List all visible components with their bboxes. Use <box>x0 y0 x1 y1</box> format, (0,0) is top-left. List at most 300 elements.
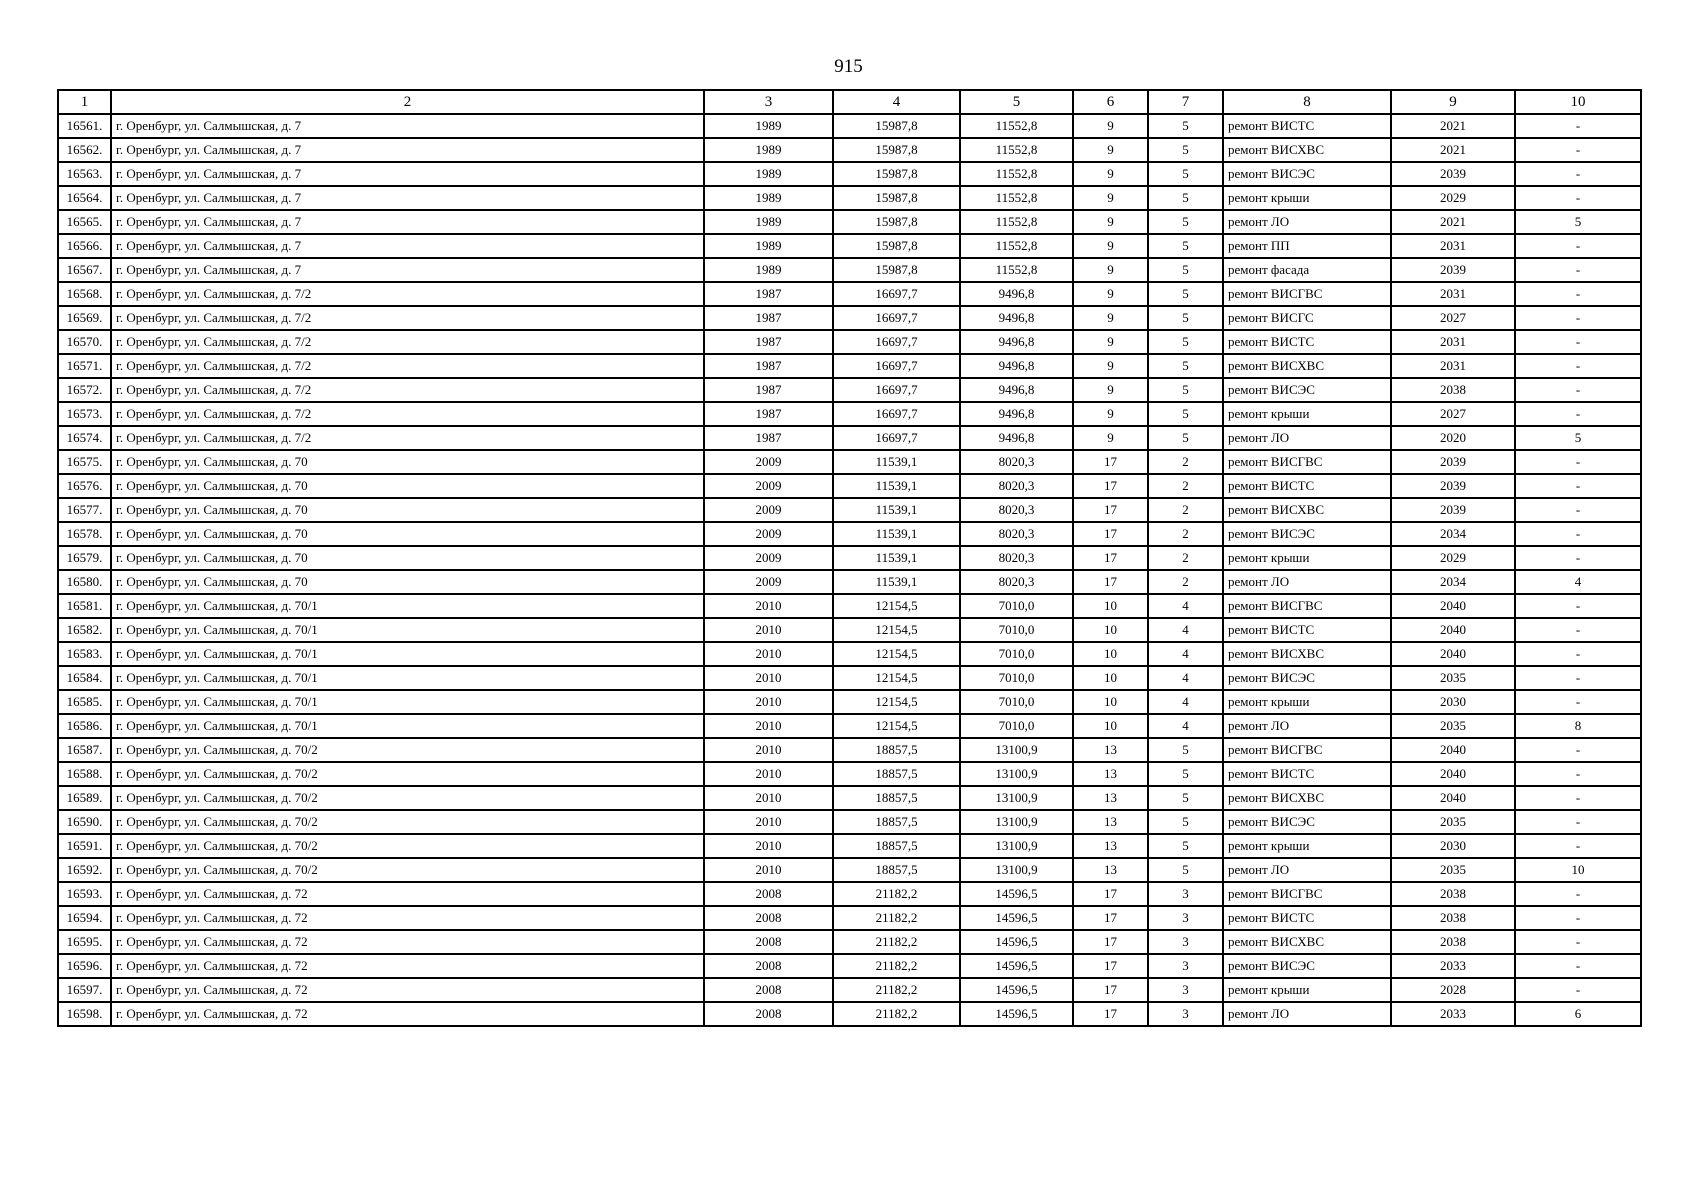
table-row <box>58 618 1641 642</box>
entrances-cell: 4 <box>1148 666 1223 690</box>
year-cell: 2010 <box>704 690 833 714</box>
plan-year-cell: 2031 <box>1391 330 1515 354</box>
plan-year-cell: 2035 <box>1391 810 1515 834</box>
total-area-cell: 21182,2 <box>833 882 960 906</box>
address-cell: г. Оренбург, ул. Салмышская, д. 70/1 <box>111 618 704 642</box>
living-area-cell: 9496,8 <box>960 426 1073 450</box>
table-row <box>58 426 1641 450</box>
row-number-cell: 16565. <box>58 210 111 234</box>
row-number-cell: 16580. <box>58 570 111 594</box>
row-number-cell: 16566. <box>58 234 111 258</box>
living-area-cell: 7010,0 <box>960 594 1073 618</box>
address-cell: г. Оренбург, ул. Салмышская, д. 7 <box>111 258 704 282</box>
year-cell: 2008 <box>704 954 833 978</box>
entrances-cell: 5 <box>1148 330 1223 354</box>
work-type-cell: ремонт ВИСГВС <box>1223 882 1391 906</box>
living-area-cell: 11552,8 <box>960 234 1073 258</box>
table-row <box>58 762 1641 786</box>
floors-cell: 17 <box>1073 522 1148 546</box>
floors-cell: 10 <box>1073 690 1148 714</box>
floors-cell: 17 <box>1073 450 1148 474</box>
table-row <box>58 570 1641 594</box>
entrances-cell: 4 <box>1148 642 1223 666</box>
floors-cell: 13 <box>1073 810 1148 834</box>
floors-cell: 10 <box>1073 594 1148 618</box>
table-row <box>58 162 1641 186</box>
living-area-cell: 8020,3 <box>960 498 1073 522</box>
plan-year-cell: 2035 <box>1391 714 1515 738</box>
row-number-cell: 16587. <box>58 738 111 762</box>
living-area-cell: 9496,8 <box>960 282 1073 306</box>
column-header: 2 <box>111 90 704 114</box>
row-number-cell: 16577. <box>58 498 111 522</box>
entrances-cell: 5 <box>1148 114 1223 138</box>
address-cell: г. Оренбург, ул. Салмышская, д. 7/2 <box>111 378 704 402</box>
address-cell: г. Оренбург, ул. Салмышская, д. 7 <box>111 234 704 258</box>
value-cell: - <box>1515 402 1641 426</box>
value-cell: - <box>1515 930 1641 954</box>
table-row <box>58 642 1641 666</box>
work-type-cell: ремонт ВИСГВС <box>1223 738 1391 762</box>
year-cell: 2008 <box>704 906 833 930</box>
floors-cell: 13 <box>1073 786 1148 810</box>
plan-year-cell: 2027 <box>1391 306 1515 330</box>
total-area-cell: 12154,5 <box>833 690 960 714</box>
value-cell: - <box>1515 738 1641 762</box>
total-area-cell: 12154,5 <box>833 618 960 642</box>
plan-year-cell: 2034 <box>1391 522 1515 546</box>
work-type-cell: ремонт ЛО <box>1223 1002 1391 1026</box>
table-row <box>58 882 1641 906</box>
table-row <box>58 786 1641 810</box>
work-type-cell: ремонт ВИСХВС <box>1223 354 1391 378</box>
total-area-cell: 15987,8 <box>833 114 960 138</box>
address-cell: г. Оренбург, ул. Салмышская, д. 70/2 <box>111 810 704 834</box>
total-area-cell: 16697,7 <box>833 402 960 426</box>
table-body <box>58 114 1641 1026</box>
table-row <box>58 810 1641 834</box>
value-cell: - <box>1515 282 1641 306</box>
address-cell: г. Оренбург, ул. Салмышская, д. 72 <box>111 906 704 930</box>
floors-cell: 13 <box>1073 738 1148 762</box>
total-area-cell: 16697,7 <box>833 426 960 450</box>
total-area-cell: 15987,8 <box>833 210 960 234</box>
floors-cell: 17 <box>1073 498 1148 522</box>
plan-year-cell: 2035 <box>1391 858 1515 882</box>
work-type-cell: ремонт ЛО <box>1223 570 1391 594</box>
living-area-cell: 11552,8 <box>960 138 1073 162</box>
address-cell: г. Оренбург, ул. Салмышская, д. 70/1 <box>111 594 704 618</box>
total-area-cell: 11539,1 <box>833 474 960 498</box>
entrances-cell: 5 <box>1148 834 1223 858</box>
floors-cell: 9 <box>1073 426 1148 450</box>
floors-cell: 17 <box>1073 954 1148 978</box>
work-type-cell: ремонт ВИСГС <box>1223 306 1391 330</box>
plan-year-cell: 2039 <box>1391 498 1515 522</box>
year-cell: 1989 <box>704 138 833 162</box>
plan-year-cell: 2040 <box>1391 738 1515 762</box>
entrances-cell: 5 <box>1148 306 1223 330</box>
living-area-cell: 8020,3 <box>960 450 1073 474</box>
table-row <box>58 354 1641 378</box>
floors-cell: 9 <box>1073 258 1148 282</box>
value-cell: - <box>1515 546 1641 570</box>
row-number-cell: 16562. <box>58 138 111 162</box>
floors-cell: 9 <box>1073 282 1148 306</box>
living-area-cell: 14596,5 <box>960 978 1073 1002</box>
living-area-cell: 9496,8 <box>960 354 1073 378</box>
address-cell: г. Оренбург, ул. Салмышская, д. 7 <box>111 210 704 234</box>
work-type-cell: ремонт ВИСЭС <box>1223 378 1391 402</box>
row-number-cell: 16574. <box>58 426 111 450</box>
floors-cell: 9 <box>1073 234 1148 258</box>
plan-year-cell: 2035 <box>1391 666 1515 690</box>
value-cell: - <box>1515 786 1641 810</box>
year-cell: 2010 <box>704 642 833 666</box>
living-area-cell: 9496,8 <box>960 306 1073 330</box>
row-number-cell: 16578. <box>58 522 111 546</box>
floors-cell: 13 <box>1073 834 1148 858</box>
total-area-cell: 12154,5 <box>833 714 960 738</box>
work-type-cell: ремонт ВИСХВС <box>1223 930 1391 954</box>
total-area-cell: 11539,1 <box>833 450 960 474</box>
entrances-cell: 5 <box>1148 762 1223 786</box>
living-area-cell: 14596,5 <box>960 906 1073 930</box>
year-cell: 2008 <box>704 882 833 906</box>
value-cell: - <box>1515 522 1641 546</box>
value-cell: - <box>1515 306 1641 330</box>
work-type-cell: ремонт ВИСТС <box>1223 330 1391 354</box>
row-number-cell: 16575. <box>58 450 111 474</box>
floors-cell: 17 <box>1073 570 1148 594</box>
work-type-cell: ремонт ВИСЭС <box>1223 666 1391 690</box>
column-header: 9 <box>1391 90 1515 114</box>
column-header: 8 <box>1223 90 1391 114</box>
table-row <box>58 954 1641 978</box>
floors-cell: 10 <box>1073 666 1148 690</box>
floors-cell: 9 <box>1073 138 1148 162</box>
entrances-cell: 5 <box>1148 258 1223 282</box>
row-number-cell: 16572. <box>58 378 111 402</box>
living-area-cell: 8020,3 <box>960 522 1073 546</box>
plan-year-cell: 2033 <box>1391 1002 1515 1026</box>
table-row <box>58 450 1641 474</box>
table-row <box>58 138 1641 162</box>
work-type-cell: ремонт крыши <box>1223 978 1391 1002</box>
total-area-cell: 21182,2 <box>833 1002 960 1026</box>
year-cell: 2009 <box>704 546 833 570</box>
work-type-cell: ремонт крыши <box>1223 834 1391 858</box>
work-type-cell: ремонт ВИСХВС <box>1223 642 1391 666</box>
table-row <box>58 330 1641 354</box>
plan-year-cell: 2040 <box>1391 762 1515 786</box>
total-area-cell: 12154,5 <box>833 594 960 618</box>
address-cell: г. Оренбург, ул. Салмышская, д. 70/2 <box>111 738 704 762</box>
year-cell: 2010 <box>704 786 833 810</box>
floors-cell: 9 <box>1073 162 1148 186</box>
value-cell: - <box>1515 498 1641 522</box>
living-area-cell: 8020,3 <box>960 474 1073 498</box>
year-cell: 1987 <box>704 402 833 426</box>
value-cell: 6 <box>1515 1002 1641 1026</box>
year-cell: 2009 <box>704 522 833 546</box>
work-type-cell: ремонт ЛО <box>1223 210 1391 234</box>
table-row <box>58 498 1641 522</box>
plan-year-cell: 2040 <box>1391 642 1515 666</box>
address-cell: г. Оренбург, ул. Салмышская, д. 72 <box>111 1002 704 1026</box>
living-area-cell: 8020,3 <box>960 570 1073 594</box>
row-number-cell: 16568. <box>58 282 111 306</box>
entrances-cell: 5 <box>1148 210 1223 234</box>
year-cell: 2010 <box>704 594 833 618</box>
plan-year-cell: 2040 <box>1391 618 1515 642</box>
table-row <box>58 474 1641 498</box>
entrances-cell: 5 <box>1148 378 1223 402</box>
plan-year-cell: 2027 <box>1391 402 1515 426</box>
living-area-cell: 13100,9 <box>960 834 1073 858</box>
work-type-cell: ремонт ПП <box>1223 234 1391 258</box>
address-cell: г. Оренбург, ул. Салмышская, д. 70 <box>111 450 704 474</box>
year-cell: 2008 <box>704 978 833 1002</box>
address-cell: г. Оренбург, ул. Салмышская, д. 70/2 <box>111 834 704 858</box>
work-type-cell: ремонт крыши <box>1223 546 1391 570</box>
address-cell: г. Оренбург, ул. Салмышская, д. 72 <box>111 954 704 978</box>
entrances-cell: 5 <box>1148 354 1223 378</box>
value-cell: - <box>1515 906 1641 930</box>
plan-year-cell: 2021 <box>1391 210 1515 234</box>
value-cell: - <box>1515 378 1641 402</box>
year-cell: 2009 <box>704 450 833 474</box>
work-type-cell: ремонт ВИСЭС <box>1223 810 1391 834</box>
value-cell: - <box>1515 234 1641 258</box>
address-cell: г. Оренбург, ул. Салмышская, д. 70/1 <box>111 690 704 714</box>
value-cell: - <box>1515 114 1641 138</box>
row-number-cell: 16595. <box>58 930 111 954</box>
table-row <box>58 402 1641 426</box>
value-cell: - <box>1515 810 1641 834</box>
plan-year-cell: 2028 <box>1391 978 1515 1002</box>
year-cell: 1989 <box>704 258 833 282</box>
total-area-cell: 16697,7 <box>833 354 960 378</box>
entrances-cell: 3 <box>1148 954 1223 978</box>
plan-year-cell: 2038 <box>1391 930 1515 954</box>
total-area-cell: 11539,1 <box>833 498 960 522</box>
address-cell: г. Оренбург, ул. Салмышская, д. 70 <box>111 546 704 570</box>
value-cell: 5 <box>1515 426 1641 450</box>
plan-year-cell: 2039 <box>1391 258 1515 282</box>
living-area-cell: 14596,5 <box>960 1002 1073 1026</box>
entrances-cell: 2 <box>1148 450 1223 474</box>
total-area-cell: 16697,7 <box>833 282 960 306</box>
total-area-cell: 18857,5 <box>833 858 960 882</box>
year-cell: 1989 <box>704 114 833 138</box>
table-row <box>58 978 1641 1002</box>
column-header: 10 <box>1515 90 1641 114</box>
year-cell: 1987 <box>704 306 833 330</box>
row-number-cell: 16597. <box>58 978 111 1002</box>
row-number-cell: 16596. <box>58 954 111 978</box>
table-row <box>58 666 1641 690</box>
row-number-cell: 16570. <box>58 330 111 354</box>
floors-cell: 9 <box>1073 354 1148 378</box>
work-type-cell: ремонт ЛО <box>1223 858 1391 882</box>
floors-cell: 17 <box>1073 546 1148 570</box>
entrances-cell: 2 <box>1148 570 1223 594</box>
work-type-cell: ремонт ВИСЭС <box>1223 522 1391 546</box>
value-cell: - <box>1515 882 1641 906</box>
row-number-cell: 16592. <box>58 858 111 882</box>
column-header: 5 <box>960 90 1073 114</box>
total-area-cell: 18857,5 <box>833 762 960 786</box>
living-area-cell: 14596,5 <box>960 930 1073 954</box>
floors-cell: 10 <box>1073 618 1148 642</box>
address-cell: г. Оренбург, ул. Салмышская, д. 70/1 <box>111 666 704 690</box>
living-area-cell: 7010,0 <box>960 618 1073 642</box>
value-cell: - <box>1515 474 1641 498</box>
entrances-cell: 5 <box>1148 234 1223 258</box>
year-cell: 2009 <box>704 474 833 498</box>
row-number-cell: 16598. <box>58 1002 111 1026</box>
total-area-cell: 21182,2 <box>833 954 960 978</box>
floors-cell: 10 <box>1073 714 1148 738</box>
plan-year-cell: 2034 <box>1391 570 1515 594</box>
row-number-cell: 16573. <box>58 402 111 426</box>
row-number-cell: 16584. <box>58 666 111 690</box>
row-number-cell: 16571. <box>58 354 111 378</box>
address-cell: г. Оренбург, ул. Салмышская, д. 72 <box>111 882 704 906</box>
living-area-cell: 13100,9 <box>960 810 1073 834</box>
living-area-cell: 11552,8 <box>960 210 1073 234</box>
year-cell: 2008 <box>704 930 833 954</box>
row-number-cell: 16576. <box>58 474 111 498</box>
value-cell: 5 <box>1515 210 1641 234</box>
row-number-cell: 16569. <box>58 306 111 330</box>
entrances-cell: 5 <box>1148 282 1223 306</box>
table-row <box>58 738 1641 762</box>
value-cell: - <box>1515 450 1641 474</box>
value-cell: - <box>1515 978 1641 1002</box>
row-number-cell: 16594. <box>58 906 111 930</box>
living-area-cell: 8020,3 <box>960 546 1073 570</box>
entrances-cell: 4 <box>1148 714 1223 738</box>
living-area-cell: 7010,0 <box>960 666 1073 690</box>
year-cell: 2010 <box>704 618 833 642</box>
value-cell: - <box>1515 354 1641 378</box>
work-type-cell: ремонт ЛО <box>1223 714 1391 738</box>
total-area-cell: 15987,8 <box>833 234 960 258</box>
plan-year-cell: 2030 <box>1391 690 1515 714</box>
floors-cell: 17 <box>1073 474 1148 498</box>
address-cell: г. Оренбург, ул. Салмышская, д. 7 <box>111 186 704 210</box>
floors-cell: 9 <box>1073 330 1148 354</box>
total-area-cell: 18857,5 <box>833 786 960 810</box>
work-type-cell: ремонт ВИСТС <box>1223 762 1391 786</box>
plan-year-cell: 2031 <box>1391 282 1515 306</box>
living-area-cell: 14596,5 <box>960 954 1073 978</box>
plan-year-cell: 2029 <box>1391 186 1515 210</box>
year-cell: 2010 <box>704 714 833 738</box>
column-header: 4 <box>833 90 960 114</box>
living-area-cell: 7010,0 <box>960 642 1073 666</box>
address-cell: г. Оренбург, ул. Салмышская, д. 7/2 <box>111 402 704 426</box>
entrances-cell: 5 <box>1148 786 1223 810</box>
total-area-cell: 16697,7 <box>833 378 960 402</box>
floors-cell: 9 <box>1073 186 1148 210</box>
column-header: 3 <box>704 90 833 114</box>
year-cell: 1987 <box>704 378 833 402</box>
total-area-cell: 11539,1 <box>833 570 960 594</box>
plan-year-cell: 2038 <box>1391 906 1515 930</box>
work-type-cell: ремонт ВИСГВС <box>1223 282 1391 306</box>
plan-year-cell: 2038 <box>1391 882 1515 906</box>
row-number-cell: 16591. <box>58 834 111 858</box>
work-type-cell: ремонт ВИСТС <box>1223 114 1391 138</box>
total-area-cell: 21182,2 <box>833 930 960 954</box>
value-cell: - <box>1515 834 1641 858</box>
total-area-cell: 18857,5 <box>833 810 960 834</box>
address-cell: г. Оренбург, ул. Салмышская, д. 7/2 <box>111 354 704 378</box>
table-row <box>58 210 1641 234</box>
table-row <box>58 858 1641 882</box>
total-area-cell: 15987,8 <box>833 258 960 282</box>
address-cell: г. Оренбург, ул. Салмышская, д. 70 <box>111 474 704 498</box>
entrances-cell: 5 <box>1148 810 1223 834</box>
plan-year-cell: 2021 <box>1391 114 1515 138</box>
year-cell: 1987 <box>704 330 833 354</box>
year-cell: 2010 <box>704 858 833 882</box>
total-area-cell: 12154,5 <box>833 642 960 666</box>
plan-year-cell: 2040 <box>1391 594 1515 618</box>
year-cell: 2010 <box>704 666 833 690</box>
entrances-cell: 5 <box>1148 138 1223 162</box>
total-area-cell: 18857,5 <box>833 738 960 762</box>
year-cell: 2009 <box>704 570 833 594</box>
living-area-cell: 13100,9 <box>960 786 1073 810</box>
table-row <box>58 714 1641 738</box>
value-cell: 4 <box>1515 570 1641 594</box>
year-cell: 1987 <box>704 426 833 450</box>
work-type-cell: ремонт ЛО <box>1223 426 1391 450</box>
living-area-cell: 11552,8 <box>960 186 1073 210</box>
work-type-cell: ремонт крыши <box>1223 690 1391 714</box>
total-area-cell: 12154,5 <box>833 666 960 690</box>
year-cell: 2010 <box>704 762 833 786</box>
living-area-cell: 13100,9 <box>960 762 1073 786</box>
total-area-cell: 15987,8 <box>833 138 960 162</box>
table-row <box>58 690 1641 714</box>
year-cell: 1989 <box>704 162 833 186</box>
row-number-cell: 16579. <box>58 546 111 570</box>
table-row <box>58 522 1641 546</box>
entrances-cell: 2 <box>1148 498 1223 522</box>
total-area-cell: 21182,2 <box>833 906 960 930</box>
work-type-cell: ремонт ВИСЭС <box>1223 954 1391 978</box>
entrances-cell: 5 <box>1148 738 1223 762</box>
plan-year-cell: 2031 <box>1391 234 1515 258</box>
plan-year-cell: 2029 <box>1391 546 1515 570</box>
row-number-cell: 16585. <box>58 690 111 714</box>
address-cell: г. Оренбург, ул. Салмышская, д. 70 <box>111 570 704 594</box>
floors-cell: 17 <box>1073 906 1148 930</box>
entrances-cell: 4 <box>1148 594 1223 618</box>
year-cell: 1989 <box>704 210 833 234</box>
year-cell: 1987 <box>704 354 833 378</box>
total-area-cell: 16697,7 <box>833 330 960 354</box>
work-type-cell: ремонт ВИСХВС <box>1223 498 1391 522</box>
work-type-cell: ремонт ВИСЭС <box>1223 162 1391 186</box>
year-cell: 1989 <box>704 186 833 210</box>
value-cell: - <box>1515 666 1641 690</box>
